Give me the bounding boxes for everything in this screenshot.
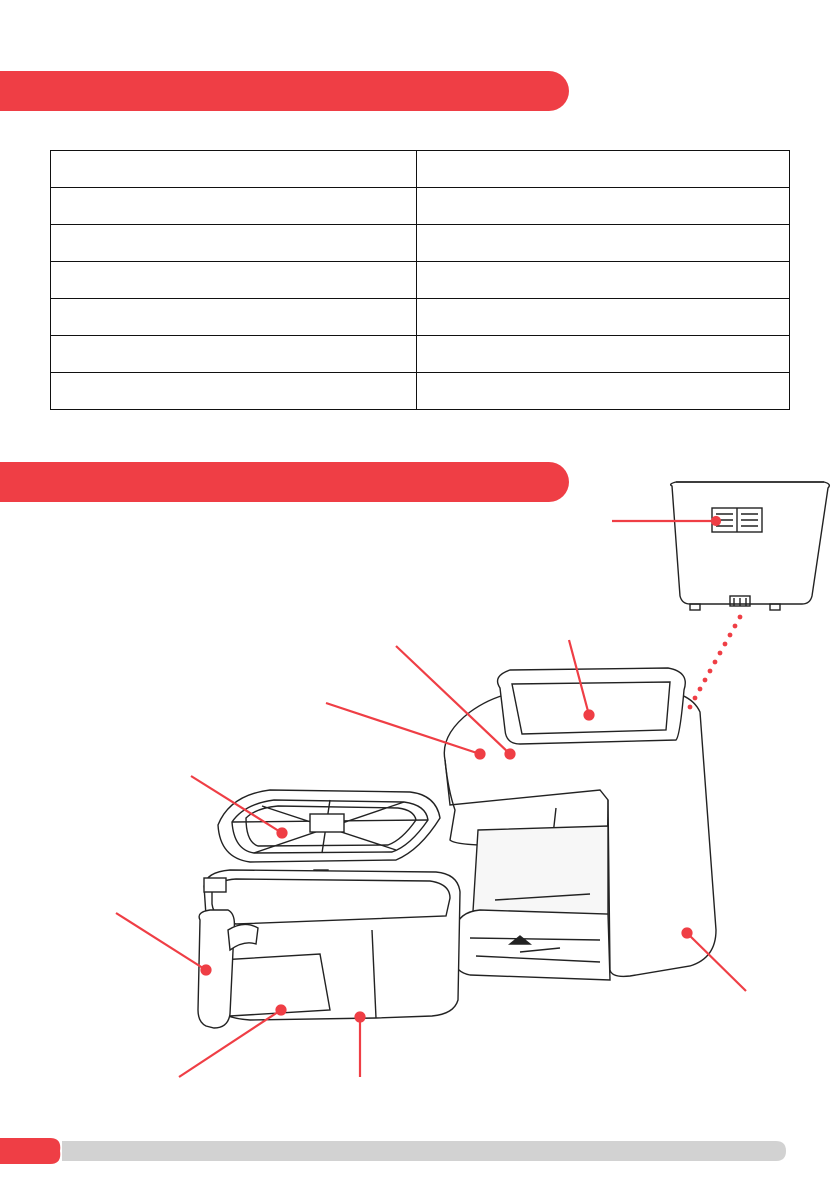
- page-footer-bar: [0, 1138, 840, 1164]
- rear-view-appliance: [671, 482, 830, 610]
- cooking-basket: [198, 870, 460, 1028]
- callout-handle: [116, 913, 206, 970]
- main-housing: [444, 668, 716, 980]
- callout-basket-window: [179, 1010, 281, 1077]
- rear-view-connector: [688, 615, 743, 710]
